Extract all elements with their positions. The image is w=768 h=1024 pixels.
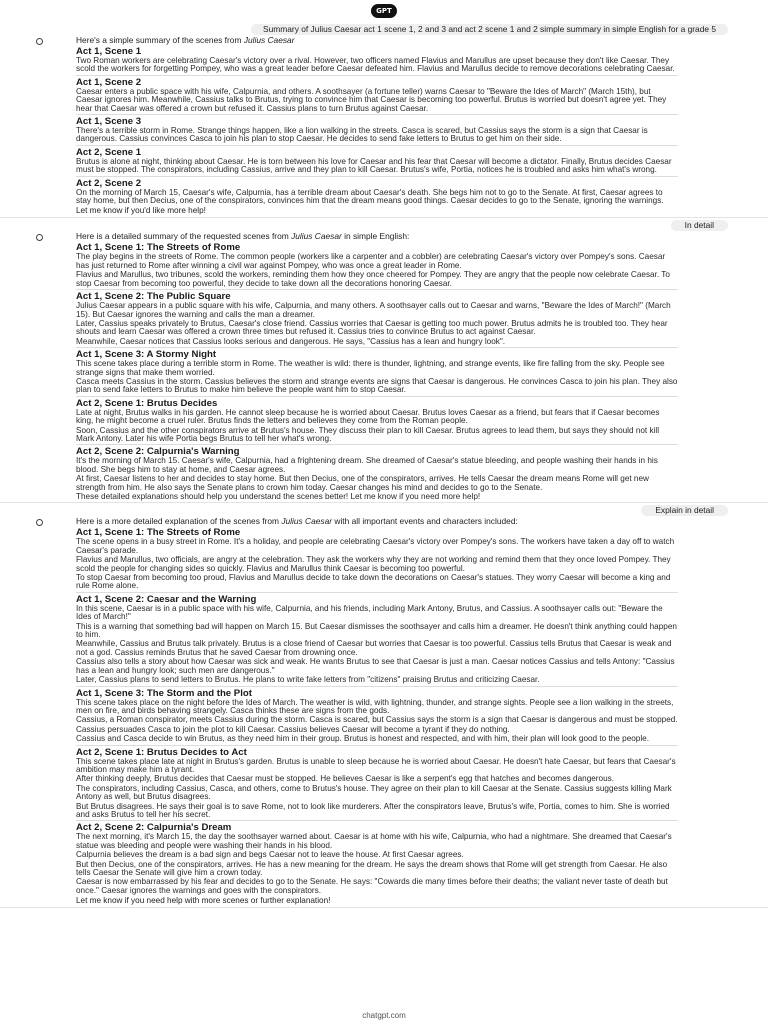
- scene-paragraph: Soon, Cassius and the other conspirators arrive at Brutus's house. They discuss their plan to kill Caesar. Brutus agrees to lead them, but says they should not kill Mark Antony. Later his wife Portia begs Brutus to tell her what's wrong.: [76, 425, 660, 443]
- scene-paragraph: Flavius and Marullus, two tribunes, scold the workers, reminding them how they once cheered for Pompey. They are angry that the people now celebrate Caesar. To stop Caesar from becoming too powerful, they decide to take down all the decorations honoring Caesar.: [76, 270, 670, 288]
- intro-title-emphasis: Julius Caesar: [281, 516, 333, 527]
- intro-text: Here is a detailed summary of the requested scenes from: [76, 231, 289, 242]
- scene-heading: Act 2, Scene 2: Calpurnia's Dream: [76, 820, 678, 833]
- scene-heading: Act 2, Scene 2: Calpurnia's Warning: [76, 444, 678, 457]
- user-message: [0, 24, 768, 35]
- scene-heading: Act 2, Scene 1: [76, 145, 678, 158]
- assistant-closing: Let me know if you need help with more scenes or further explanation!: [76, 896, 331, 906]
- scene-section: [76, 396, 678, 444]
- scene-paragraph: On the morning of March 15, Caesar's wife, Calpurnia, has a terrible dream about Caesar's death. She begs him not to go to the Senate. At first, Caesar agrees to stay home, but then Decius, one of the conspirators, convinces him that the dream means good things. Caesar decides to go to the Senate, ignoring the warnings.: [76, 187, 664, 206]
- scene-paragraph: But then Decius, one of the conspirators, arrives. He has a new meaning for the dream. He says the dream shows that Rome will get strength from Caesar. He also tells Caesar the Senate will give him a crown today.: [76, 859, 668, 877]
- scene-paragraph: This scene takes place late at night in Brutus's garden. Brutus is unable to sleep because he is worried about Caesar. He doesn't hate Caesar, but fears that Caesar's ambition may make him a tyrant.: [76, 756, 676, 774]
- user-message: [0, 505, 768, 516]
- scene-paragraph: Flavius and Marullus, two officials, are angry at the celebration. They ask the workers why they are not working and remind them that they once loved Pompey. They scold the people for changing sides so quickly. Flavius and Marullus think Caesar is becoming too powerful.: [76, 555, 671, 573]
- scene-paragraph: In this scene, Caesar is in a public space with his wife, Calpurnia, and his friends, including Mark Antony, Brutus, and Cassius. A soothsayer calls out: "Beware the Ides of March!": [76, 603, 663, 622]
- scene-paragraph: At first, Caesar listens to her and decides to stay home. But then Decius, one of the conspirators, arrives. He tells Caesar the dream means Rome will get new strength from him. He also says the Senate plans to crown him today. Caesar changes his mind and decides to go to the Senate.: [76, 474, 649, 492]
- user-message: [0, 220, 768, 231]
- scene-paragraph: Cassius also tells a story about how Caesar was sick and weak. He wants Brutus to see that Caesar is just a man. Caesar notices Cassius and tells Antony: "Cassius has a lean and hungry look; such men are dangerous.": [76, 657, 675, 675]
- scene-heading: Act 1, Scene 2: [76, 75, 678, 88]
- assistant-message: [0, 232, 768, 503]
- scene-heading: Act 1, Scene 3: The Storm and the Plot: [76, 686, 678, 699]
- top-bar: [0, 0, 768, 22]
- scene-paragraph: Meanwhile, Caesar notices that Cassius looks serious and dangerous. He says, "Cassius has a lean and hungry look".: [76, 336, 506, 346]
- scene-section: [76, 176, 678, 206]
- scene-paragraph: This is a warning that something bad will happen on March 15. But Caesar dismisses the soothsayer and calls him a dreamer. He doesn't think anything could happen to him.: [76, 621, 677, 640]
- openai-icon: [36, 38, 43, 45]
- scene-paragraph: Later, Cassius plans to send letters to Brutus. He plans to write fake letters from "citizens" praising Brutus and criticizing Caesar.: [76, 675, 540, 685]
- intro-tail: in simple English:: [344, 231, 410, 242]
- scene-heading: Act 1, Scene 3: [76, 114, 678, 127]
- scene-section: [76, 745, 678, 820]
- intro-title-emphasis: Julius Caesar: [243, 35, 295, 45]
- scene-paragraph: Cassius, a Roman conspirator, meets Cassius during the storm. Casca is scared, but Cassius says the storm is a sign that Caesar is dangerous and must be stopped.: [76, 715, 678, 725]
- scene-heading: Act 2, Scene 1: Brutus Decides: [76, 396, 678, 409]
- scene-paragraph: Cassius and Casca decide to win Brutus, as they need him in their group. Brutus is honest and respected, and with him, their plan will look good to the people.: [76, 734, 649, 744]
- user-message-bubble: Summary of Julius Caesar act 1 scene 1, 2 and 3 and act 2 scene 1 and 2 simple summary in simple English for a grade 5: [251, 24, 728, 35]
- scene-paragraph: Julius Caesar appears in a public square with his wife, Calpurnia, and many others. A soothsayer calls out to Caesar and warns, "Beware the Ides of March!" (March 15). But Caesar ignores the warning and calls the man a dreamer.: [76, 301, 671, 319]
- assistant-intro: [76, 517, 678, 526]
- scene-section: [76, 75, 678, 113]
- assistant-intro: [76, 232, 678, 241]
- scene-section: [76, 526, 678, 590]
- scene-section: [76, 241, 678, 288]
- scene-paragraph: Calpurnia believes the dream is a bad sign and begs Caesar not to leave the house. At first Caesar agrees.: [76, 850, 464, 860]
- scene-section: [76, 444, 678, 501]
- scene-heading: Act 1, Scene 2: The Public Square: [76, 289, 678, 302]
- scene-heading: Act 1, Scene 1: The Streets of Rome: [76, 242, 241, 254]
- scene-paragraph: The conspirators, including Cassius, Casca, and others, come to Brutus's house. They agree on their plan to kill Caesar at the Senate. Cassius suggests killing Mark Antony as well, but Brutus disagrees.: [76, 783, 672, 802]
- openai-icon: [36, 519, 43, 526]
- scene-heading: Act 1, Scene 2: Caesar and the Warning: [76, 592, 678, 605]
- scene-section: [76, 114, 678, 144]
- intro-text: Here's a simple summary of the scenes from: [76, 35, 242, 45]
- scene-paragraph: But Brutus disagrees. He says their goal is to save Rome, not to look like murderers. After the conspirators leave, Brutus's wife, Portia, comes to him. She is worried and asks Brutus to tell her his secret.: [76, 801, 670, 819]
- scene-heading: Act 1, Scene 1: The Streets of Rome: [76, 527, 241, 539]
- scene-heading: Act 2, Scene 2: [76, 176, 678, 189]
- user-message-bubble: Explain in detail: [641, 505, 728, 516]
- scene-paragraph: The scene opens in a busy street in Rome. It's a holiday, and people are celebrating Caesar's victory over Pompey's sons. The workers have taken a day off to watch Caesar's parade.: [76, 537, 675, 555]
- scene-paragraph: Casca meets Cassius in the storm. Cassius believes the storm and strange events are signs that Caesar is dangerous. He convinces Casca to join his plan. They also plan to send fake letters to Brutus to make him believe the people want him to stop Caesar.: [76, 376, 678, 395]
- scene-section: [76, 145, 678, 175]
- assistant-closing: Let me know if you'd like more help!: [76, 206, 206, 216]
- assistant-avatar-icon: [36, 518, 56, 527]
- scene-paragraph: Caesar is now embarrassed by his fear and decides to go to the Senate. He says: "Cowards die many times before their deaths; the valiant never taste of death but once." Caesar ignores the warnings and goes with the conspirators.: [76, 877, 668, 895]
- assistant-message: [0, 36, 768, 218]
- scene-paragraph: These detailed explanations should help you understand the scenes better! Let me know if you need more help!: [76, 492, 481, 501]
- scene-paragraph: The play begins in the streets of Rome. The common people (workers like a carpenter and a cobbler) are celebrating Caesar's victory over Pompey's sons. Caesar has just returned to Rome after winning a civil war against Pompey, who was once a great leader in Rome.: [76, 252, 666, 270]
- scene-paragraph: The next morning, it's March 15, the day the soothsayer warned about. Caesar is at home with his wife, Calpurnia, who had a nightmare. She dreamed that Caesar's statue was bleeding and people were washing their hands in his blood.: [76, 832, 672, 850]
- scene-section: [76, 592, 678, 685]
- scene-paragraph: To stop Caesar from becoming too proud, Flavius and Marullus decide to take down the decorations on Caesar's statues. They worry Caesar will become a king and rule Rome alone.: [76, 573, 671, 591]
- assistant-message: [0, 517, 768, 908]
- scene-section: [76, 686, 678, 744]
- user-message-bubble: In detail: [671, 220, 728, 231]
- scene-heading: Act 1, Scene 1: [76, 46, 142, 57]
- scene-paragraph: This scene takes place during a terrible storm in Rome. The weather is wild: there is thunder, lightning, and strange events, like fire falling from the sky. People see strange signs that make them worried.: [76, 359, 665, 377]
- scene-section: [76, 820, 678, 895]
- scene-paragraph: Two Roman workers are celebrating Caesar's victory over a rival. However, two officers named Flavius and Marullus are upset because they don't like Caesar. They scold the workers for forgetting Pompey, who was a great leader before Caesar defeated him. Flavius and Marullus decide to remove decorations celebrating Caesar.: [76, 56, 675, 74]
- scene-section: [76, 45, 678, 74]
- scene-paragraph: Meanwhile, Cassius and Brutus talk privately. Brutus is a close friend of Caesar but worries that Caesar is too powerful. Cassius tells Brutus that Caesar is weak and not a god. Cassius reminds Brutus that he saved Caesar from drowning once.: [76, 639, 672, 657]
- scene-paragraph: Later, Cassius speaks privately to Brutus, Caesar's close friend. Cassius worries that Caesar is getting too much power. Brutus admits he is troubled too. They hear shouts and learn Caesar was offered a crown three times but refused it. Cassius tries to convince Brutus to act against Caesar.: [76, 318, 668, 337]
- scene-paragraph: This scene takes place on the night before the Ides of March. The weather is wild, with lightning, thunder, and strange sights. People see a lion walking in the streets, men on fire, and birds behaving strangely. Casca thinks these are signs from the gods.: [76, 697, 674, 715]
- scene-paragraph: Caesar enters a public space with his wife, Calpurnia, and others. A soothsayer (a fortune teller) warns Caesar to "Beware the Ides of March" (March 15th), but Caesar ignores him. Meanwhile, Cassius talks to Brutus, trying to convince him that Caesar is becoming too powerful. Brutus is worried but doesn't agree yet. They hear that Caesar was offered a crown but refused it. Cassius plans to turn Brutus against Caesar.: [76, 86, 667, 113]
- scene-paragraph: Cassius persuades Casca to join the plot to kill Caesar. Cassius believes Caesar will become a tyrant if they do nothing.: [76, 724, 510, 734]
- chatgpt-logo-icon[interactable]: GPT: [371, 4, 397, 18]
- assistant-avatar-icon: [36, 37, 56, 46]
- footer-url: chatgpt.com: [362, 1011, 406, 1020]
- openai-icon: [36, 234, 43, 241]
- scene-section: [76, 289, 678, 346]
- scene-section: [76, 347, 678, 395]
- assistant-intro: [76, 36, 678, 45]
- intro-text: Here is a more detailed explanation of the scenes from: [76, 516, 279, 527]
- assistant-avatar-icon: [36, 233, 56, 242]
- scene-heading: Act 2, Scene 1: Brutus Decides to Act: [76, 745, 678, 758]
- scene-paragraph: There's a terrible storm in Rome. Strange things happen, like a lion walking in the streets. Casca is scared, but Cassius says the storm is a sign that Caesar is dangerous. Cassius convinces Casca to join his plan to stop Caesar. He decides to send fake letters to Brutus to get him on their side.: [76, 126, 648, 144]
- scene-heading: Act 1, Scene 3: A Stormy Night: [76, 347, 678, 360]
- scene-paragraph: Late at night, Brutus walks in his garden. He cannot sleep because he is worried about Caesar. Brutus loves Caesar as a friend, but fears that if Caesar becomes king, he might become a cruel ruler. Brutus finds the letters and believes they come from the Roman people.: [76, 407, 660, 426]
- scene-paragraph: It's the morning of March 15. Caesar's wife, Calpurnia, had a frightening dream. She dreamed of Caesar's statue bleeding, and people washing their hands in his blood. She begs him to stay at home, and Caesar agrees.: [76, 456, 658, 474]
- scene-paragraph: Brutus is alone at night, thinking about Caesar. He is torn between his love for Caesar and his fear that Caesar will become a dictator. Finally, Brutus decides Caesar must be stopped. The conspirators, including Cassius, arrive and they plan to kill Caesar. Brutus's wife, Portia, notices he is troubled and asks him what's wrong.: [76, 156, 672, 175]
- scene-paragraph: After thinking deeply, Brutus decides that Caesar must be stopped. He believes Caesar is like a serpent's egg that hatches and becomes dangerous.: [76, 774, 615, 784]
- conversation-thread: [0, 22, 768, 1007]
- intro-title-emphasis: Julius Caesar: [291, 231, 342, 242]
- intro-tail: with all important events and characters included:: [334, 516, 518, 527]
